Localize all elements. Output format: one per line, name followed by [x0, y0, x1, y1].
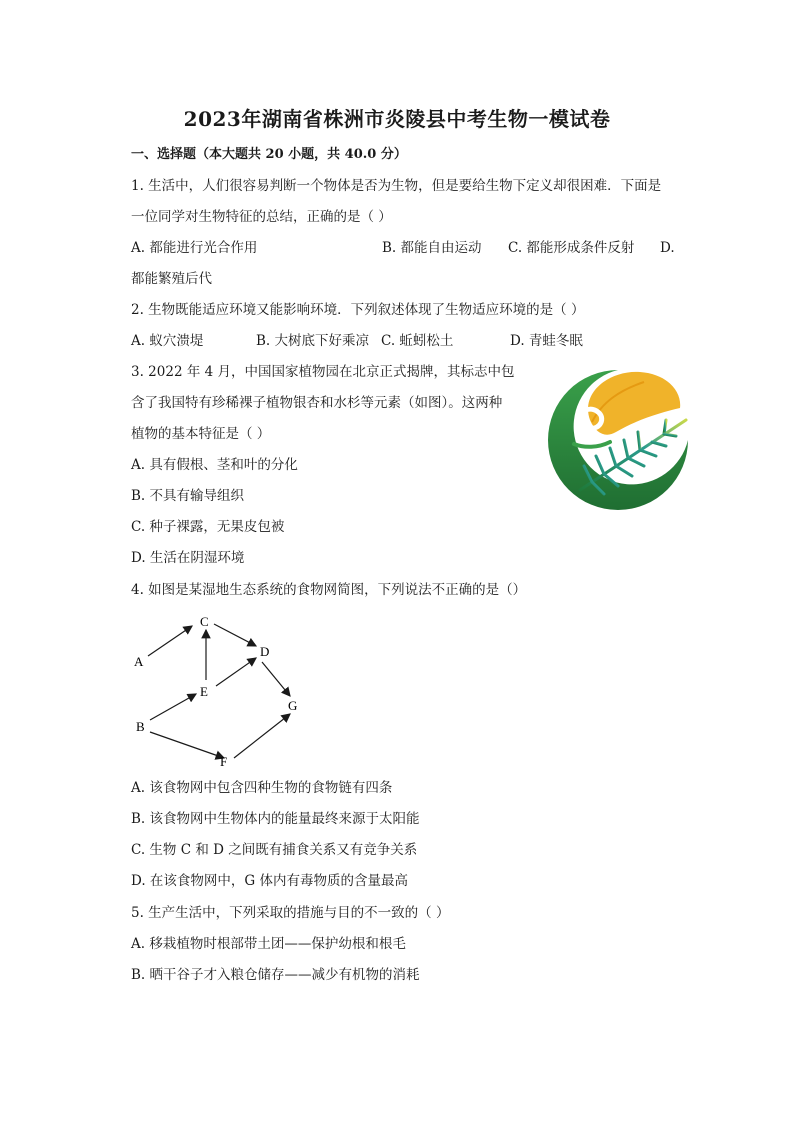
q3-option-b: B. 不具有输导组织	[131, 488, 245, 504]
q1-stem-line1: 1. 生活中，人们很容易判断一个物体是否为生物，但是要给生物下定义却很困难．下面是	[131, 178, 662, 194]
q3-option-d: D. 生活在阴湿环境	[131, 550, 245, 566]
q5-stem: 5. 生产生活中，下列采取的措施与目的不一致的（ ）	[131, 905, 450, 921]
q1-option-d-text: 都能繁殖后代	[131, 271, 212, 287]
food-web-node-d: D	[260, 644, 270, 659]
q3-stem-line1: 3. 2022 年 4 月，中国国家植物园在北京正式揭牌，其标志中包	[131, 364, 515, 380]
q3-option-c: C. 种子裸露，无果皮包被	[131, 519, 285, 535]
q2-option-b: B. 大树底下好乘凉	[256, 333, 370, 349]
q3-option-a: A. 具有假根、茎和叶的分化	[131, 457, 298, 473]
food-web-node-e: E	[200, 684, 208, 699]
q4-option-b: B. 该食物网中生物体内的能量最终来源于太阳能	[131, 811, 420, 827]
food-web-node-c: C	[200, 614, 209, 629]
food-web-diagram	[128, 608, 318, 773]
q5-option-a: A. 移栽植物时根部带土团——保护幼根和根毛	[131, 936, 406, 952]
q1-option-c: C. 都能形成条件反射	[508, 240, 635, 256]
q4-option-a: A. 该食物网中包含四种生物的食物链有四条	[131, 780, 393, 796]
food-web-node-g: G	[288, 698, 298, 713]
food-web-node-b: B	[136, 719, 145, 734]
food-web-node-f: F	[220, 754, 228, 769]
q4-option-d: D. 在该食物网中，G 体内有毒物质的含量最高	[131, 873, 408, 889]
food-web-node-a: A	[134, 654, 144, 669]
q3-stem-line2: 含了我国特有珍稀裸子植物银杏和水杉等元素（如图）。这两种	[131, 395, 503, 411]
q1-stem-line2: 一位同学对生物特征的总结，正确的是（ ）	[131, 209, 392, 225]
q5-option-b: B. 晒干谷子才入粮仓储存——减少有机物的消耗	[131, 967, 420, 983]
q1-option-d: D.	[660, 240, 675, 256]
q3-stem-line3: 植物的基本特征是（ ）	[131, 426, 271, 442]
page-title: 2023年湖南省株洲市炎陵县中考生物一模试卷	[183, 107, 611, 131]
q4-option-c: C. 生物 C 和 D 之间既有捕食关系又有竞争关系	[131, 842, 418, 858]
section-heading: 一、选择题（本大题共 20 小题，共 40.0 分）	[131, 147, 407, 162]
q2-option-d: D. 青蛙冬眠	[510, 333, 583, 349]
q4-stem: 4. 如图是某湿地生态系统的食物网简图，下列说法不正确的是（）	[131, 582, 527, 598]
q2-option-c: C. 蚯蚓松土	[381, 333, 454, 349]
q2-stem: 2. 生物既能适应环境又能影响环境．下列叙述体现了生物适应环境的是（ ）	[131, 302, 585, 318]
q2-option-a: A. 蚁穴溃堤	[131, 333, 204, 349]
botanical-garden-logo	[540, 362, 696, 512]
q1-option-a: A. 都能进行光合作用	[131, 240, 258, 256]
q1-option-b: B. 都能自由运动	[382, 240, 482, 256]
